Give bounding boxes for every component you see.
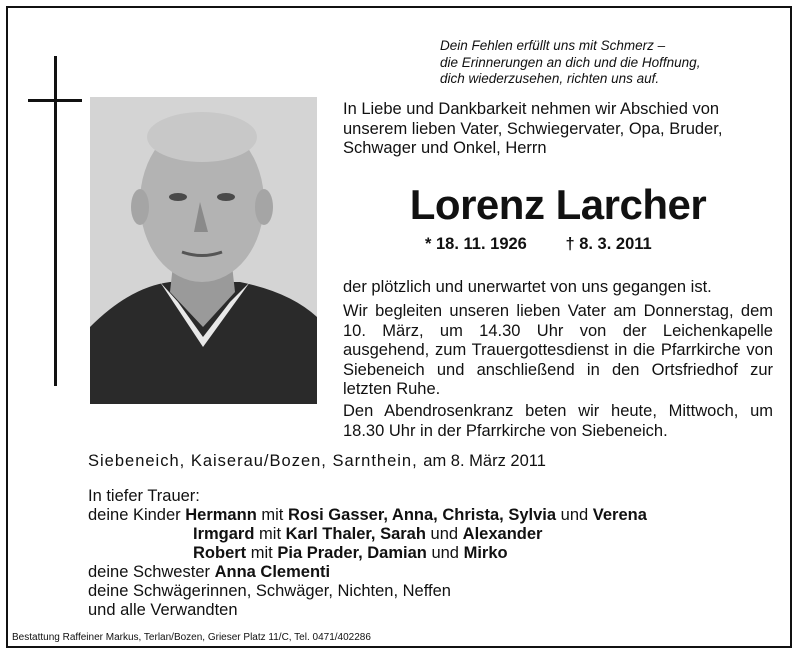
paragraph-rosary: Den Abendrosenkranz beten wir heute, Mittwoch, um 18.30 Uhr in der Pfarrkirche von Siebeneich. xyxy=(343,402,773,440)
quote-line: dich wiederzusehen, richten uns auf. xyxy=(440,71,660,86)
mourner-name: Alexander xyxy=(462,525,543,543)
cross-icon-bar xyxy=(28,99,82,102)
intro-text: In Liebe und Dankbarkeit nehmen wir Abschied von unserem lieben Vater, Schwiegervater, Opa, Bruder, Schwager und Onkel, Herrn xyxy=(343,100,723,157)
paragraph-funeral: Wir begleiten unseren lieben Vater am Donnerstag, dem 10. März, um 14.30 Uhr von der Leichenkapelle ausgehend, zum Trauergottesdienst in die Pfarrkirche von Siebeneich und anschließend in den Ortsfriedhof zur letzten Ruhe. xyxy=(343,302,773,398)
deceased-name: Lorenz Larcher xyxy=(409,181,707,228)
memorial-quote xyxy=(440,38,756,88)
quote-line: Dein Fehlen erfüllt uns mit Schmerz – xyxy=(440,38,666,53)
mourner-label: deine Kinder xyxy=(88,506,181,524)
place-date: am 8. März 2011 xyxy=(423,452,546,470)
death-date: † 8. 3. 2011 xyxy=(565,235,652,253)
portrait-photo xyxy=(90,97,317,404)
paragraph-passing: der plötzlich und unerwartet von uns gegangen ist. xyxy=(343,278,712,296)
connector-word: und xyxy=(560,506,589,524)
mourner-row: deine Schwägerinnen, Schwäger, Nichten, Neffen xyxy=(88,582,451,600)
mourner-name: Anna Clementi xyxy=(214,563,331,581)
place-names: Siebeneich, Kaiserau/Bozen, Sarnthein, xyxy=(88,452,418,470)
connector-word: mit xyxy=(250,544,273,562)
mourner-name: Irmgard xyxy=(193,525,255,543)
mourner-name: Rosi Gasser, Anna, Christa, Sylvia xyxy=(287,506,557,524)
mourner-row xyxy=(88,563,768,582)
life-dates xyxy=(425,235,652,254)
connector-word: mit xyxy=(261,506,284,524)
mourner-name: Robert xyxy=(193,544,247,562)
mourner-row xyxy=(88,544,768,563)
mourner-name: Hermann xyxy=(185,506,257,524)
mourners-list xyxy=(88,487,768,620)
mourner-row: und alle Verwandten xyxy=(88,601,238,619)
mourner-name: Mirko xyxy=(463,544,508,562)
connector-word: und xyxy=(430,525,459,543)
mourner-name: Verena xyxy=(592,506,647,524)
place-line xyxy=(88,452,546,471)
mourner-label: deine Schwester xyxy=(88,563,210,581)
connector-word: und xyxy=(431,544,459,562)
cross-icon xyxy=(54,56,57,386)
connector-word: mit xyxy=(259,525,282,543)
funeral-home-footer: Bestattung Raffeiner Markus, Terlan/Bozen, Grieser Platz 11/C, Tel. 0471/402286 xyxy=(12,632,371,643)
mourner-row xyxy=(88,506,768,525)
quote-line: die Erinnerungen an dich und die Hoffnung, xyxy=(440,54,701,70)
mourner-name: Karl Thaler, Sarah xyxy=(285,525,426,543)
mourner-name: Pia Prader, Damian xyxy=(277,544,427,562)
birth-date: * 18. 11. 1926 xyxy=(425,235,527,253)
mourners-heading: In tiefer Trauer: xyxy=(88,487,200,505)
mourner-row xyxy=(88,525,768,544)
